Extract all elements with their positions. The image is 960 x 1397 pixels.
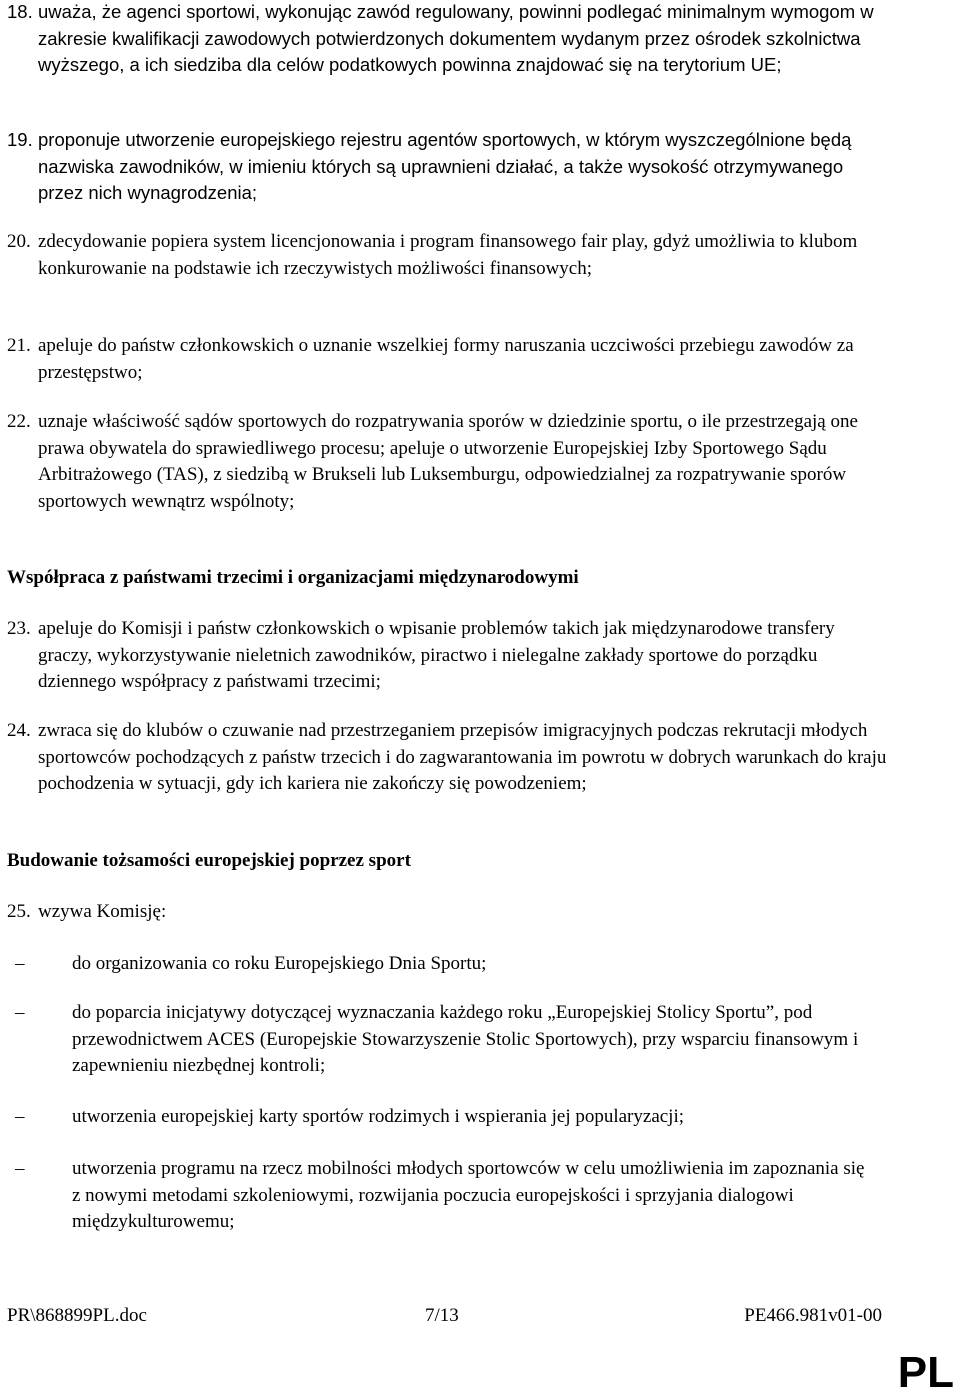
page-number: 7/13 (425, 1305, 459, 1326)
paragraph-number: 21. (7, 335, 31, 356)
paragraph-number: 19. (7, 129, 33, 150)
paragraph-text: uznaje właściwość sądów sportowych do rozpatrywania sporów w dziedzinie sportu, o ile przestrzegają one prawa obywatela do sprawiedliwego procesu; apeluje o utworzenie Europejskiej Izby Sportowego Sądu Arbitrażowego (TAS), z siedzibą w Brukseli lub Luksemburgu, odpowiedzialnej za rozpatrywanie sporów sportowych wewnątrz wspólnoty; (38, 411, 858, 512)
dash-bullet: – (15, 953, 25, 974)
list-item (7, 1156, 907, 1236)
paragraph-21 (7, 333, 887, 386)
paragraph-text: apeluje do Komisji i państw członkowskich o wpisanie problemów takich jak międzynarodowe transfery graczy, wykorzystywanie nieletnich zawodników, piractwo i nielegalne zakłady sportowe do porządku dziennego współpracy z państwami trzecimi; (38, 618, 835, 692)
paragraph-19 (7, 127, 887, 207)
paragraph-text: zdecydowanie popiera system licencjonowania i program finansowego fair play, gdyż umożliwia to klubom konkurowanie na podstawie ich rzeczywistych możliwości finansowych; (38, 231, 858, 279)
paragraph-24 (7, 718, 887, 798)
list-item-text: do organizowania co roku Europejskiego Dnia Sportu; (72, 953, 487, 974)
paragraph-23 (7, 616, 887, 696)
paragraph-25 (7, 899, 887, 926)
page-footer (7, 1305, 882, 1331)
list-item (7, 1000, 907, 1080)
paragraph-18 (7, 0, 887, 79)
list-item-text: utworzenia programu na rzecz mobilności młodych sportowców w celu umożliwienia im zapoznania się z nowymi metodami szkoleniowymi, rozwijania poczucia europejskości i sprzyjania dialogowi międzykulturowemu; (72, 1158, 865, 1232)
document-reference: PR\868899PL.doc (7, 1305, 147, 1326)
paragraph-text: apeluje do państw członkowskich o uznanie wszelkiej formy naruszania uczciwości przebiegu zawodów za przestępstwo; (38, 335, 854, 383)
section-heading: Współpraca z państwami trzecimi i organizacjami międzynarodowymi (7, 567, 579, 588)
paragraph-22 (7, 409, 887, 515)
paragraph-text: wzywa Komisję: (38, 901, 167, 922)
paragraph-number: 25. (7, 901, 31, 922)
dash-bullet: – (15, 1002, 25, 1023)
paragraph-text: zwraca się do klubów o czuwanie nad przestrzeganiem przepisów imigracyjnych podczas rekrutacji młodych sportowców pochodzących z państw trzecich i do zagwarantowania im powrotu w dobrych warunkach do kraju pochodzenia w sytuacji, gdy ich kariera nie zakończy się powodzeniem; (38, 720, 887, 794)
list-item (7, 1104, 907, 1131)
paragraph-20 (7, 229, 887, 282)
paragraph-number: 22. (7, 411, 31, 432)
paragraph-number: 24. (7, 720, 31, 741)
section-heading: Budowanie tożsamości europejskiej poprzez sport (7, 850, 411, 871)
paragraph-number: 18. (7, 1, 33, 22)
paragraph-text: proponuje utworzenie europejskiego rejestru agentów sportowych, w którym wyszczególnione będą nazwiska zawodników, w imieniu których są uprawnieni działać, a także wysokość otrzymywanego przez nich wynagrodzenia; (38, 129, 852, 203)
dash-bullet: – (15, 1106, 25, 1127)
list-item (7, 951, 907, 978)
paragraph-number: 23. (7, 618, 31, 639)
paragraph-text: uważa, że agenci sportowi, wykonując zawód regulowany, powinni podlegać minimalnym wymogom w zakresie kwalifikacji zawodowych potwierdzonych dokumentem wydanym przez ośrodek szkolnictwa wyższego, a ich siedziba dla celów podatkowych powinna znajdować się na terytorium UE; (38, 1, 874, 75)
list-item-text: do poparcia inicjatywy dotyczącej wyznaczania każdego roku „Europejskiej Stolicy Sportu”, pod przewodnictwem ACES (Europejskie Stowarzyszenie Stolic Sportowych), przy wsparciu finansowym i zapewnieniu niezbędnej kontroli; (72, 1002, 859, 1076)
dash-bullet: – (15, 1158, 25, 1179)
language-code: PL (897, 1348, 954, 1397)
pe-reference: PE466.981v01-00 (744, 1305, 882, 1326)
list-item-text: utworzenia europejskiej karty sportów rodzimych i wspierania jej popularyzacji; (72, 1106, 685, 1127)
paragraph-number: 20. (7, 231, 31, 252)
